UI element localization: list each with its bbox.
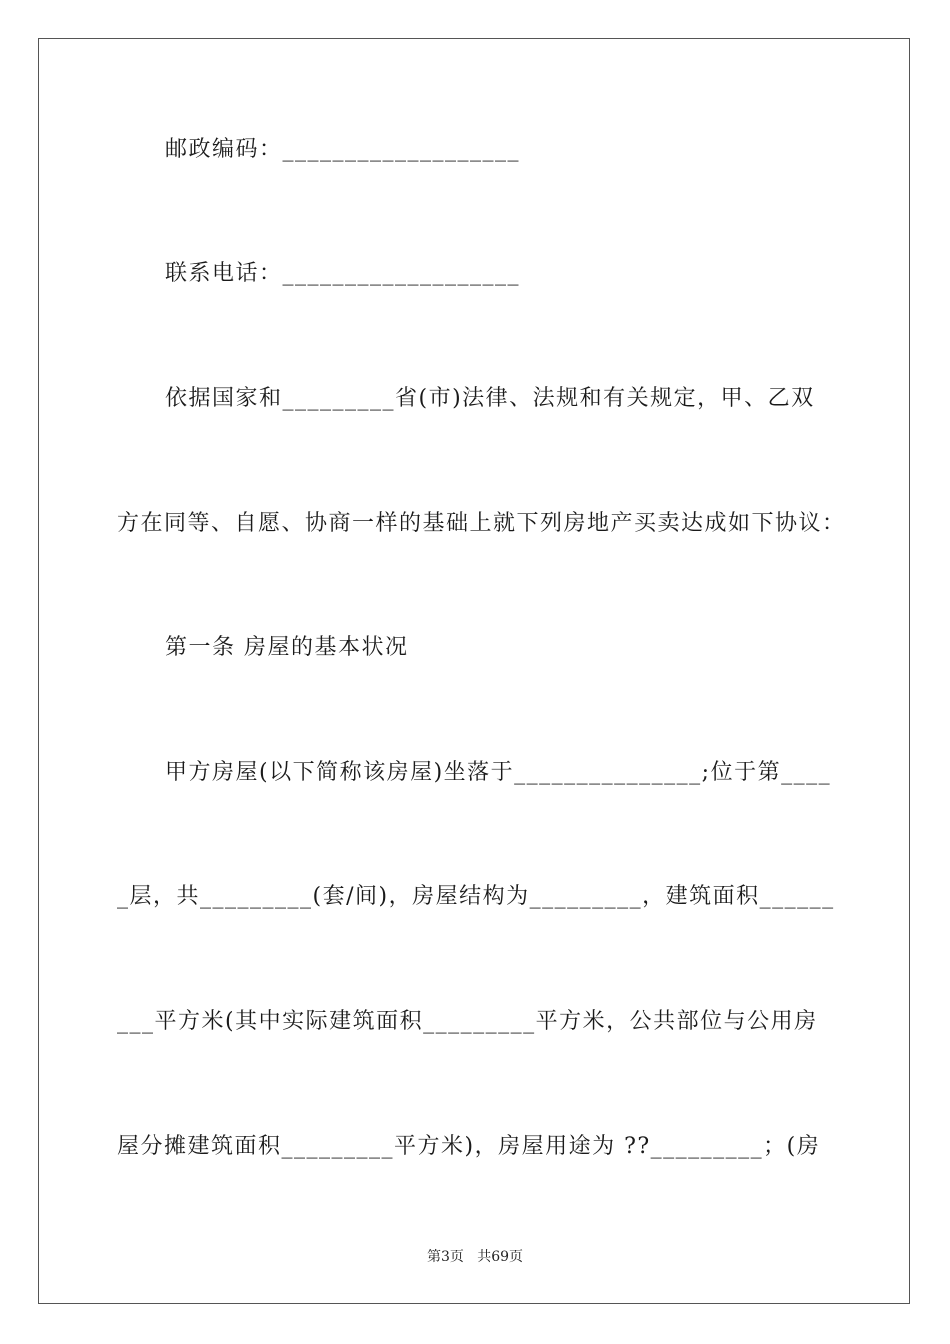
- paragraph-line: 依据国家和_________省(市)法律、法规和有关规定，甲、乙双: [165, 386, 815, 411]
- article-heading: 第一条 房屋的基本状况: [165, 635, 409, 660]
- contact-phone-line: 联系电话：___________________: [165, 261, 521, 286]
- paragraph-line: _层，共_________(套/间)，房屋结构为_________，建筑面积______: [117, 884, 835, 909]
- page-border: [38, 38, 910, 1304]
- paragraph-line: 屋分摊建筑面积_________平方米)，房屋用途为 ??_________；(房: [117, 1134, 821, 1159]
- paragraph-line: 方在同等、自愿、协商一样的基础上就下列房地产买卖达成如下协议：: [117, 511, 846, 536]
- postal-code-line: 邮政编码：___________________: [165, 137, 521, 162]
- paragraph-line: 甲方房屋(以下简称该房屋)坐落于_______________;位于第____: [165, 760, 832, 785]
- page-number-footer: 第3页 共69页: [426, 1249, 524, 1265]
- paragraph-line: ___平方米(其中实际建筑面积_________平方米，公共部位与公用房: [117, 1009, 818, 1034]
